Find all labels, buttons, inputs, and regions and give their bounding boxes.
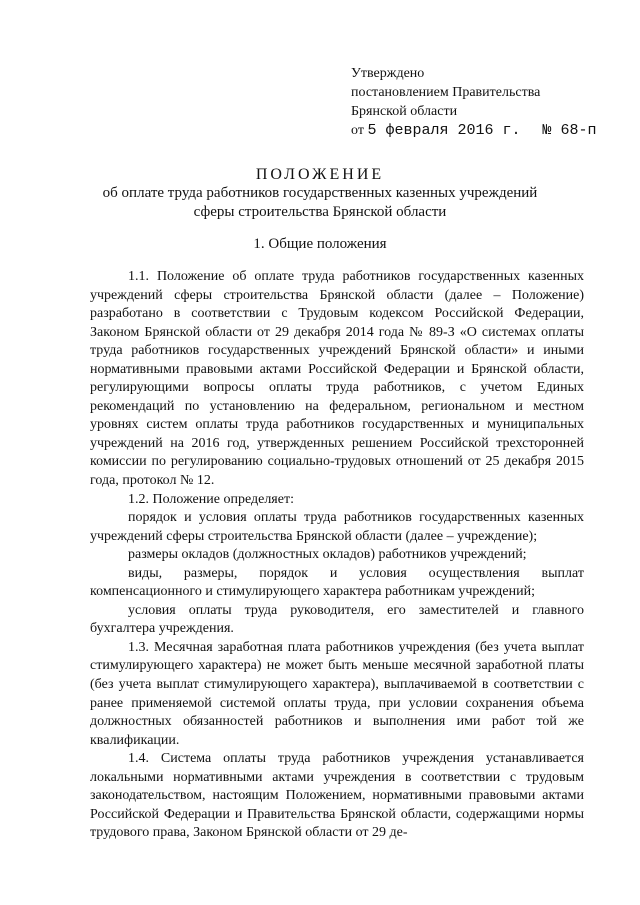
document-subtitle bbox=[0, 184, 640, 222]
paragraph-1-3: 1.3. Месячная заработная плата работников учреждения (без учета выплат стимулирующего характера) не может быть меньше месячной заработной платы (без учета выплат стимулирующего характера), выплачиваемой в соответствии с ранее применяемой системой оплаты труда, при условии сохранения объема должностных обязанностей работников и выполнения ими работ той же квалификации. bbox=[90, 639, 584, 748]
list-item: размеры окладов (должностных окладов) работников учреждений; bbox=[128, 547, 527, 563]
paragraph-1-1: 1.1. Положение об оплате труда работников государственных казенных учреждений сферы строительства Брянской области (далее – Положение) разработано в соответствии с Трудовым кодексом Российской Федерации, Законом Брянской области от 29 декабря 2014 года № 89-З «О системах оплаты труда работников государственных учреждений Брянской области» и иными нормативными правовыми актами Российской Федерации и Брянской области, регулирующими вопросы оплаты труда работников, с учетом Единых рекомендаций по установлению на федеральном, региональном и местном уровнях систем оплаты труда работников государственных и муниципальных учреждений на 2016 год, утвержденных решением Российской трехсторонней комиссии по регулированию социально-трудовых отношений от 25 декабря 2015 года, протокол № 12. bbox=[90, 269, 584, 489]
paragraph-1-2: 1.2. Положение определяет: bbox=[128, 491, 294, 507]
approval-line-3: Брянской области bbox=[351, 104, 458, 119]
document-subtitle-line-1: об оплате труда работников государственных казенных учреждений bbox=[102, 185, 538, 201]
approval-date-label: от bbox=[351, 123, 364, 138]
paragraph-1-4: 1.4. Система оплаты труда работников учреждения устанавливается локальными нормативными актами учреждения в соответствии с трудовым законодательством, настоящим Положением, нормативными правовыми актами Российской Федерации и Правительства Брянской области, содержащими нормы трудового права, Законом Брянской области от 29 де- bbox=[90, 751, 584, 841]
approval-line-2: постановлением Правительства bbox=[351, 85, 541, 100]
approval-date-line bbox=[351, 121, 596, 140]
approval-stamp bbox=[351, 64, 596, 140]
list-item: виды, размеры, порядок и условия осуществления выплат компенсационного и стимулирующего характера работникам учреждений; bbox=[90, 565, 584, 600]
section-heading: 1. Общие положения bbox=[253, 236, 387, 252]
approval-line-1: Утверждено bbox=[351, 66, 425, 81]
list-item: порядок и условия оплаты труда работников государственных казенных учреждений сферы строительства Брянской области (далее – учреждение); bbox=[90, 510, 584, 544]
list-item: условия оплаты труда руководителя, его заместителей и главного бухгалтера учреждения. bbox=[90, 602, 584, 637]
document-body bbox=[90, 268, 584, 843]
document-title: ПОЛОЖЕНИЕ bbox=[255, 166, 385, 183]
approval-number: № 68-п bbox=[542, 122, 597, 139]
approval-date: 5 февраля 2016 г. bbox=[367, 122, 521, 139]
document-subtitle-line-2: сферы строительства Брянской области bbox=[193, 204, 447, 220]
